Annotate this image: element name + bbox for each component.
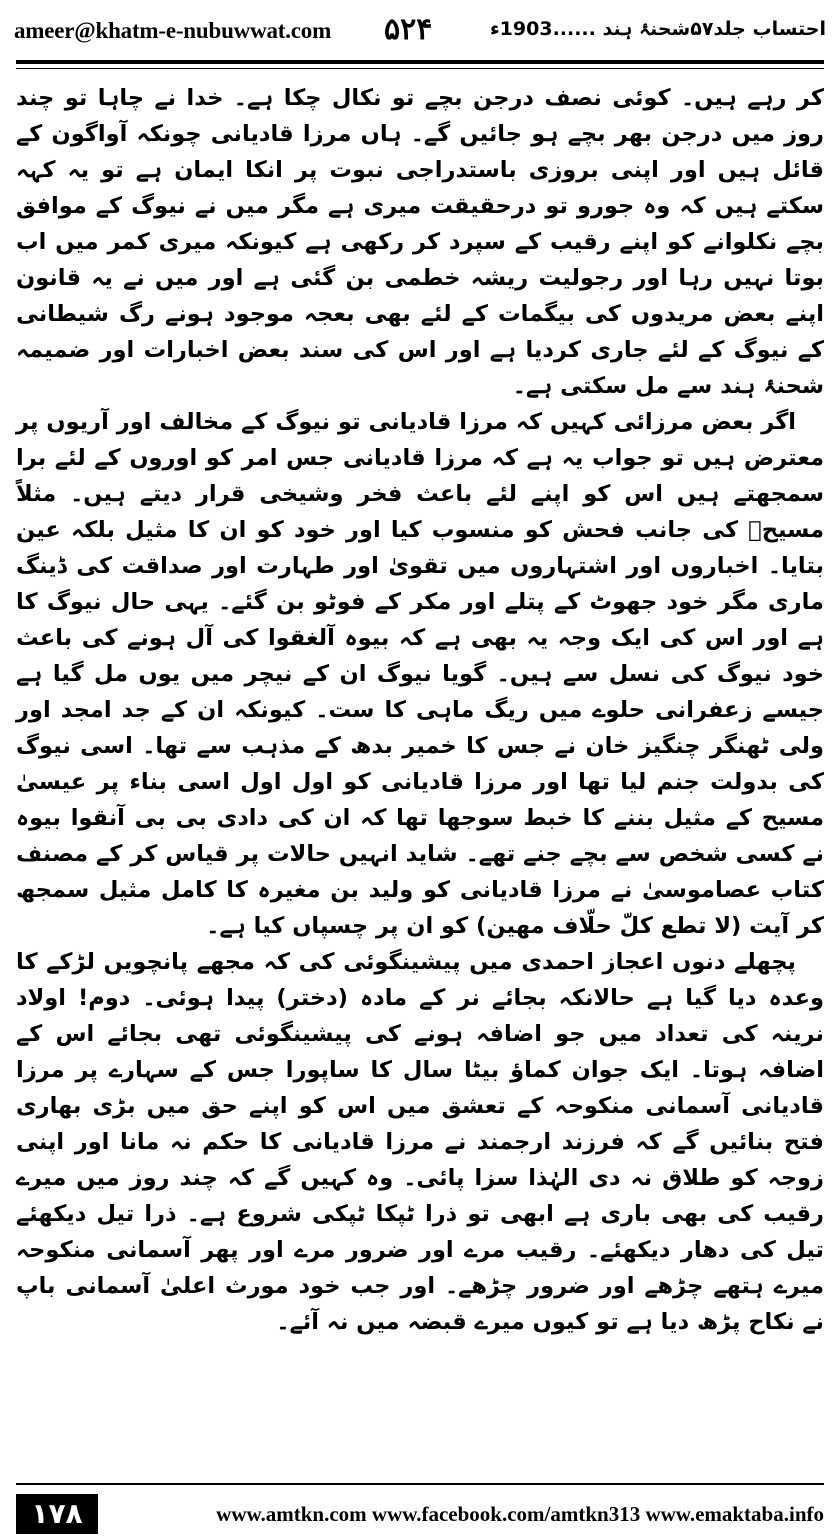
footer-rule <box>16 1483 824 1485</box>
header-page-number: ۵۲۴ <box>384 12 433 47</box>
page-header <box>12 6 828 56</box>
paragraph-3: پچھلے دنوں اعجاز احمدی میں پیشینگوئی کی کہ مجھے پانچویں لڑکے کا وعدہ دیا گیا ہے حالانکہ بجائے نر کے مادہ (دختر) پیدا ہوئی۔ دوم! اولاد نرینہ کی تعداد میں جو اضافہ ہونے کی پیشینگوئی تھی بجائے اس کے اضافہ ہوتا۔ ایک جوان کماؤ بیٹا سال کا ساپورا جس کے سہارے پر مرزا قادیانی آسمانی منکوحہ کے تعشق میں اس کو اپنے حق میں بڑی بھاری فتح بنائیں گے کہ فرزند ارجمند نے مرزا قادیانی کا حکم نہ مانا اور اپنی زوجہ کو طلاق نہ دی الہٰذا سزا پائی۔ وہ کہیں گے کہ چند روز میں میرے رقیب کی بھی باری ہے ابھی تو ذرا ٹپکا ٹپکی شروع ہے۔ ذرا تیل دیکھئے تیل کی دھار دیکھئے۔ رقیب مرے اور ضرور مرے اور پھر آسمانی منکوحہ میرے ہتھے چڑھے اور ضرور چڑھے۔ اور جب خود مورث اعلیٰ آسمانی باپ نے نکاح پڑھ دیا ہے تو کیوں میرے قبضہ میں نہ آئے۔ <box>16 949 824 1335</box>
paragraph-1: کر رہے ہیں۔ کوئی نصف درجن بچے تو نکال چکا ہے۔ خدا نے چاہا تو چند روز میں درجن بھر بچے ہو جائیں گے۔ ہاں مرزا قادیانی چونکہ آواگون کے قائل ہیں اور اپنی بروزی باستدراجی نبوت پر انکا ایمان ہے تو یہ کہہ سکتے ہیں کہ وہ جورو تو درحقیقت میری ہے مگر میں نے نیوگ کے موافق بچے نکلوانے کو اپنے رقیب کے سپرد کر رکھی ہے کیونکہ میری کمر میں اب بوتا نہیں رہا اور رجولیت ریشہ خطمی بن گئی ہے اور میں نے یہ قانون اپنے بعض مریدوں کی بیگمات کے لئے بھی بعجہ موجود ہونے رگ شیطانی کے نیوگ کے لئے جاری کردیا ہے اور اس کی سند بعض اخبارات اور ضمیمہ شحنۂ ہند سے مل سکتی ہے۔ <box>16 85 824 399</box>
folio-number: ۱۷۸ <box>16 1494 98 1534</box>
paragraph-2: اگر بعض مرزائی کہیں کہ مرزا قادیانی تو نیوگ کے مخالف اور آریوں پر معترض ہیں تو جواب یہ ہے کہ مرزا قادیانی جس امر کو اوروں کے لئے برا سمجھتے ہیں اس کو اپنے لئے باعث فخر وشیخی قرار دیتے ہیں۔ مثلاً مسیحؑ کی جانب فحش کو منسوب کیا اور خود کو ان کا مثیل بلکہ عین بتایا۔ اخباروں اور اشتہاروں میں تقویٰ اور طہارت اور صداقت کی ڈینگ ماری مگر خود جھوٹ کے پتلے اور مکر کے فوٹو بن گئے۔ یہی حال نیوگ کا ہے اور اس کی ایک وجہ یہ بھی ہے کہ بیوہ آلغقوا کی آل ہونے کی باعث خود نیوگ کی نسل سے ہیں۔ گویا نیوگ ان کے نیچر میں یوں مل گیا ہے جیسے زعفرانی حلوے میں ریگ ماہی کا ست۔ کیونکہ ان کے جد امجد اور ولی ٹھنگر چنگیز خان نے جس کا خمیر بدھ کے مذہب سے تھا۔ اسی نیوگ کی بدولت جنم لیا تھا اور مرزا قادیانی کو اول اول اسی بناء پر عیسیٰ مسیح کے مثیل بننے کا خبط سوجھا تھا کہ ان کی دادی بی بی آنقوا بیوہ نے کسی شخص سے بچے جنے تھے۔ شاید انہیں حالات پر قیاس کر کے مصنف کتاب عصاموسیٰ نے مرزا قادیانی کو ولید بن مغیرہ کا کامل مثیل سمجھ کر آیت (لا تطع کلّ حلّاف مهين) کو ان پر چسپاں کیا ہے۔ <box>16 409 824 939</box>
header-rule-thin <box>16 68 824 69</box>
header-rule-thick <box>16 60 824 64</box>
body-text <box>16 80 824 1340</box>
header-email: ameer@khatm-e-nubuwwat.com <box>14 18 332 43</box>
footer-urls: www.amtkn.com www.facebook.com/amtkn313 www.emaktaba.info <box>216 1502 824 1526</box>
header-book-title: احتساب جلد۵۷شحنۂ ہند ......1903ء <box>489 18 826 40</box>
